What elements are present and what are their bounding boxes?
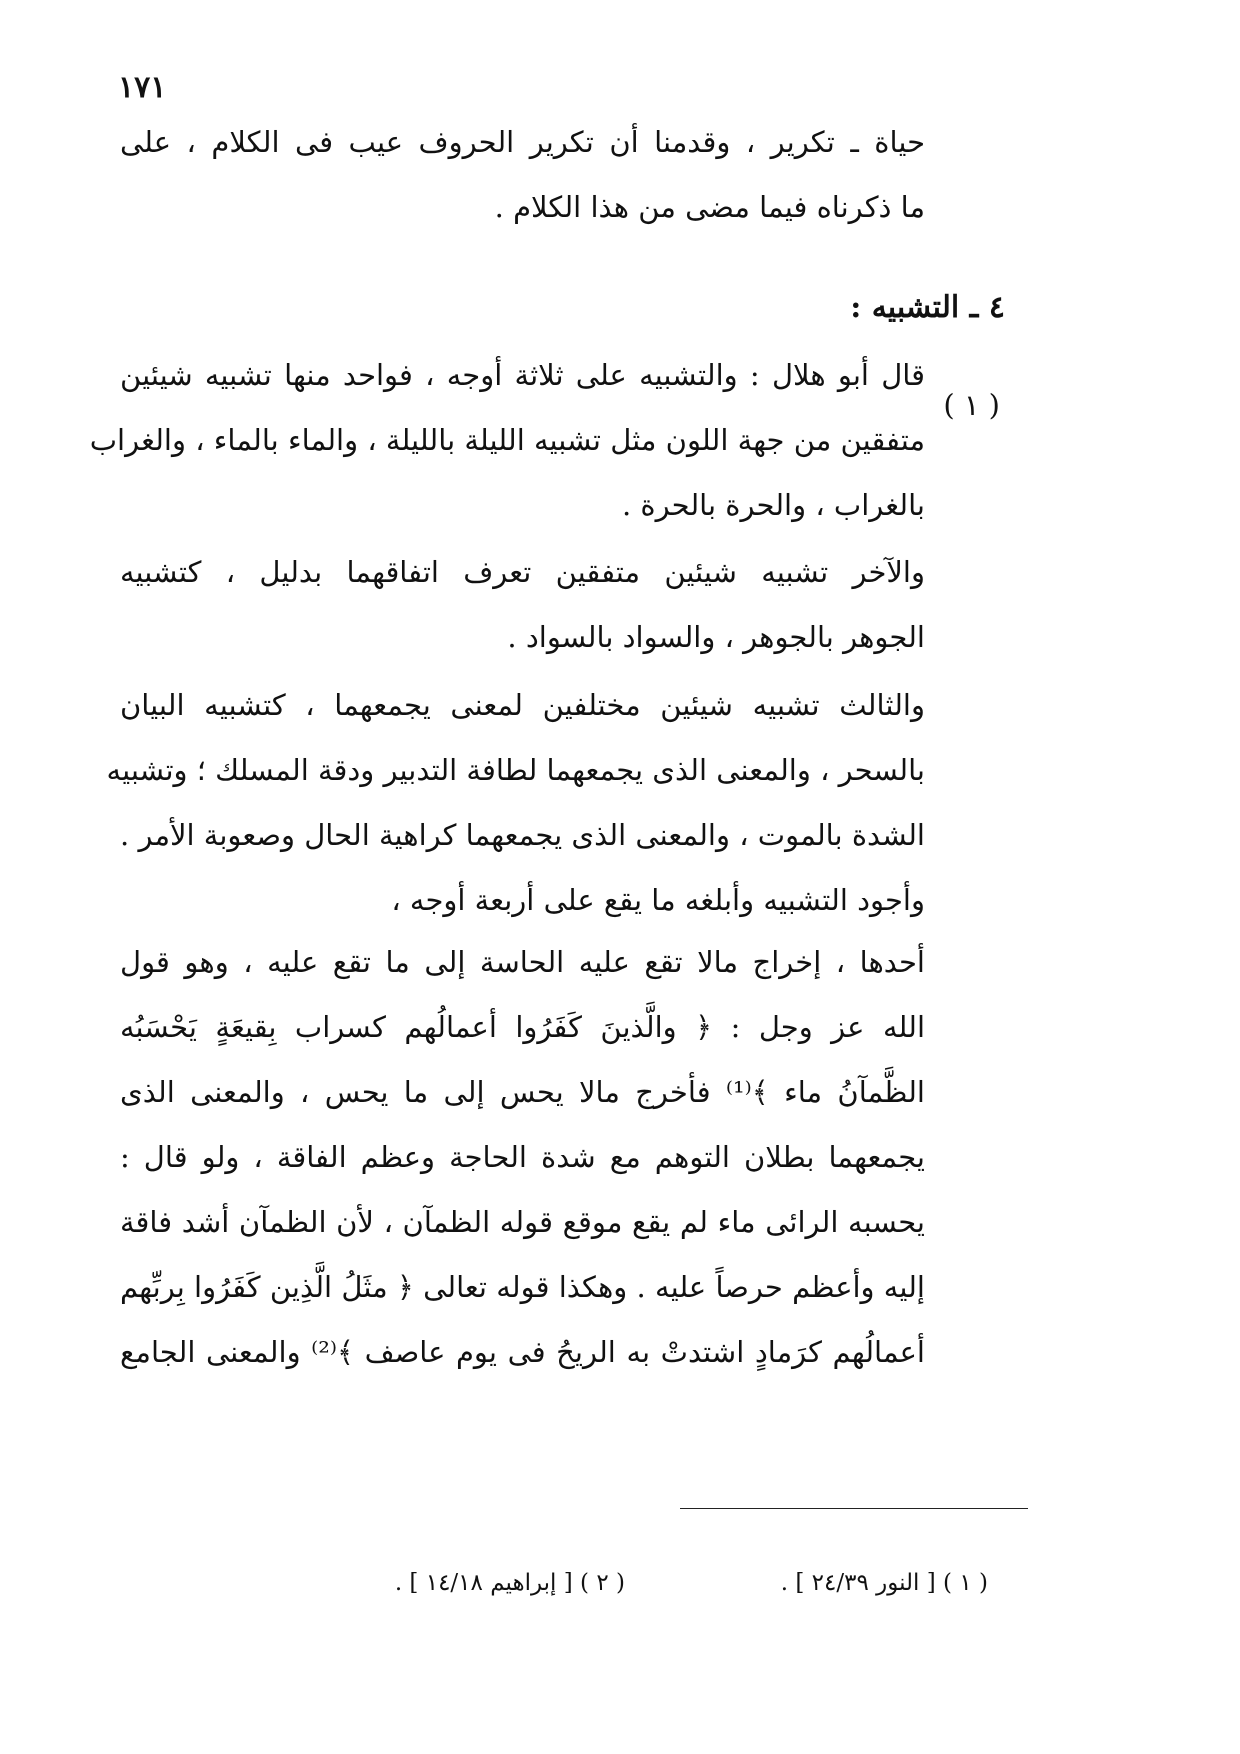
paragraph-3 xyxy=(106,673,925,933)
text-line: الشدة بالموت ، والمعنى الذى يجمعهما كراهية الحال وصعوبة الأمر . xyxy=(120,818,925,852)
paragraph-1 xyxy=(89,343,925,538)
paragraph-intro xyxy=(120,110,925,240)
text-line: قال أبو هلال : والتشبيه على ثلاثة أوجه ، فواحد منها تشبيه شيئين xyxy=(120,358,925,392)
page-number: ١٧١ xyxy=(118,70,167,105)
footnote-2: ( ٢ ) [ إبراهيم ١٤/١٨ ] . xyxy=(394,1570,625,1596)
text-line: إليه وأعظم حرصاً عليه . وهكذا قوله تعالى ﴿ مثَلُ الَّذِين كَفَرُوا بِربِّهم xyxy=(120,1270,925,1304)
section-heading: ٤ ـ التشبيه : xyxy=(850,290,1005,325)
text-line: الله عز وجل : ﴿ والَّذينَ كَفَرُوا أعمالُهم كسراب بِقيعَةٍ يَحْسَبُه xyxy=(120,1010,925,1044)
text-line: يحسبه الرائى ماء لم يقع موقع قوله الظمآن ، لأن الظمآن أشد فاقة xyxy=(120,1205,925,1239)
text-line: والثالث تشبيه شيئين مختلفين لمعنى يجمعهما ، كتشبيه البيان xyxy=(120,688,925,722)
item-marker: ( ١ ) xyxy=(943,388,1000,422)
text-line: متفقين من جهة اللون مثل تشبيه الليلة بالليلة ، والماء بالماء ، والغراب xyxy=(89,423,925,457)
text-line: الجوهر بالجوهر ، والسواد بالسواد . xyxy=(507,620,925,654)
text-line: والآخر تشبيه شيئين متفقين تعرف اتفاقهما بدليل ، كتشبيه xyxy=(120,555,925,589)
text-line: حياة ـ تكرير ، وقدمنا أن تكرير الحروف عيب فى الكلام ، على xyxy=(120,125,925,159)
text-line: وأجود التشبيه وأبلغه ما يقع على أربعة أوجه ، xyxy=(391,883,925,917)
text-line: الظَّمآنُ ماء ﴾⁽¹⁾ فأخرج مالا يحس إلى ما يحس ، والمعنى الذى xyxy=(120,1075,925,1109)
footnote-1: ( ١ ) [ النور ٢٤/٣٩ ] . xyxy=(780,1570,988,1596)
paragraph-2 xyxy=(120,540,925,670)
text-line: بالسحر ، والمعنى الذى يجمعهما لطافة التدبير ودقة المسلك ؛ وتشبيه xyxy=(106,753,925,787)
text-line: ما ذكرناه فيما مضى من هذا الكلام . xyxy=(494,190,925,224)
footnote-divider xyxy=(680,1508,1028,1509)
text-line: أحدها ، إخراج مالا تقع عليه الحاسة إلى ما تقع عليه ، وهو قول xyxy=(120,945,925,979)
text-line: أعمالُهم كرَمادٍ اشتدتْ به الريحُ فى يوم عاصف ﴾⁽²⁾ والمعنى الجامع xyxy=(120,1335,925,1369)
text-line: بالغراب ، والحرة بالحرة . xyxy=(621,488,925,522)
paragraph-4 xyxy=(120,930,925,1385)
text-line: يجمعهما بطلان التوهم مع شدة الحاجة وعظم الفاقة ، ولو قال : xyxy=(120,1140,925,1174)
